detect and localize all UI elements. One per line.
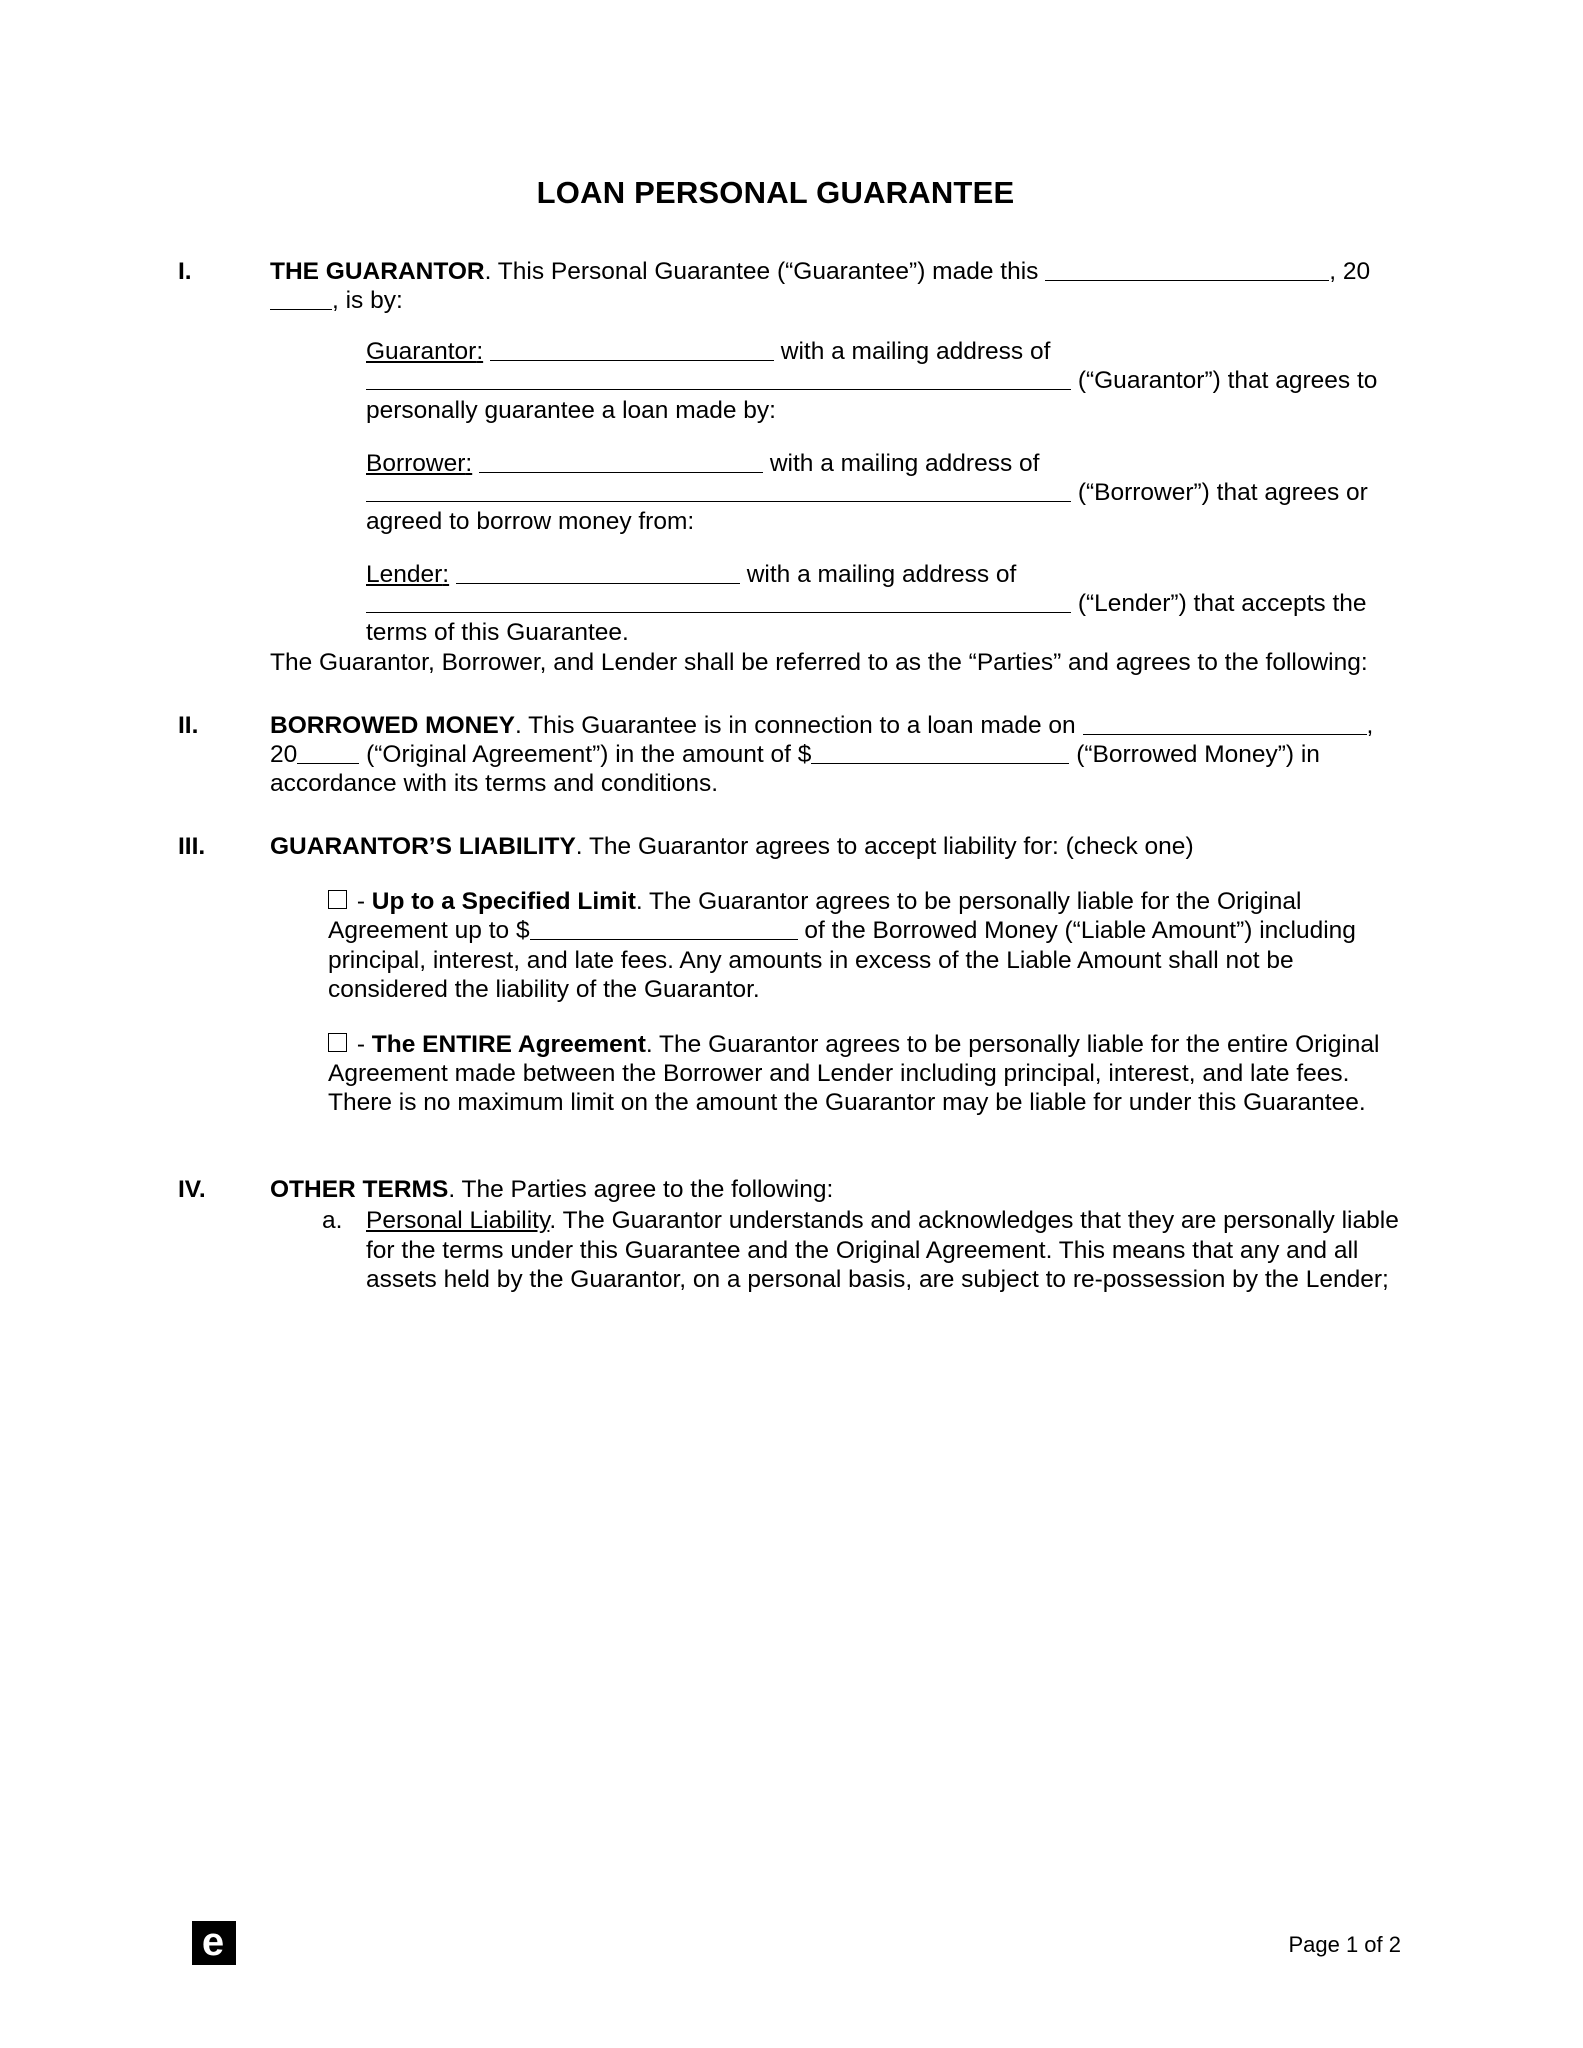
section-content (270, 1175, 1403, 1294)
dollar-sign: $ (797, 740, 812, 768)
section-guarantors-liability (178, 832, 1403, 1143)
page-number-label: Page 1 of 2 (1288, 1932, 1401, 1957)
guarantor-address-blank[interactable] (366, 367, 1071, 391)
option-text-after-fill: of the Borrowed Money (“Liable Amount”) including principal, interest, and late fees. Any amounts in excess of the Liable Amount shall not be considered the liability of the Guarantor. (328, 917, 1356, 1003)
liability-options (270, 887, 1403, 1117)
party-label: Lender (366, 561, 443, 589)
party-mid-text: with a mailing address of (746, 561, 1017, 589)
party-tail-text: agrees to personally guarantee a loan made by: (366, 367, 1378, 424)
lender-address-blank[interactable] (366, 590, 1071, 614)
original-agreement-year-blank[interactable] (297, 740, 359, 764)
other-terms-paragraph (270, 1175, 1403, 1204)
borrower-name-blank[interactable] (479, 449, 763, 473)
section-heading: THE GUARANTOR (270, 258, 485, 285)
lender-name-blank[interactable] (456, 561, 740, 585)
section-intro-paragraph (270, 257, 1403, 315)
borrowed-money-amount-blank[interactable] (811, 740, 1069, 764)
party-label-colon: : (442, 561, 450, 589)
section-borrowed-money (178, 711, 1403, 798)
party-mid-text: with a mailing address of (769, 449, 1040, 477)
option-dash: - (356, 888, 365, 916)
liability-option-entire-agreement (328, 1030, 1403, 1117)
date-suffix-year: , 20 (1329, 258, 1371, 285)
party-quoted-label: (“Guarantor”) that (1077, 367, 1269, 395)
section-numeral: III. (178, 833, 206, 861)
option-dash: - (356, 1030, 365, 1058)
list-item-text (366, 1206, 1403, 1293)
liable-amount-blank[interactable] (530, 917, 798, 941)
section-text-1: . The Guarantor agrees to accept liability for: (check one) (575, 833, 1194, 861)
item-underlined-label: Personal Liability (366, 1207, 550, 1235)
liability-option-specified-limit (328, 887, 1403, 1004)
section-text-3: (“Borrowed Money”) in accordance with its terms and conditions. (270, 740, 1320, 797)
item-body-text: . The Guarantor understands and acknowledges that they are personally liable for the terms under this Guarantee and the Original Agreement. This means that any and all assets held by the Guarantor, on a personal basis, are subject to re-possession by the Lender; (366, 1207, 1399, 1293)
guarantor-name-blank[interactable] (490, 338, 774, 362)
section-heading: OTHER TERMS (270, 1176, 449, 1204)
section-numeral: I. (178, 258, 192, 285)
parties-block (366, 337, 1403, 647)
section-numeral: IV. (178, 1176, 206, 1204)
borrower-address-blank[interactable] (366, 478, 1071, 502)
party-label-colon: : (465, 449, 473, 477)
party-tail-text: accepts the terms of this Guarantee. (366, 590, 1367, 647)
document-body (178, 175, 1403, 1320)
section-content (270, 832, 1403, 1143)
party-guarantor (366, 337, 1403, 424)
party-label: Guarantor (366, 338, 477, 366)
option-bold-label: The ENTIRE Agreement (371, 1030, 646, 1058)
option-text-before-fill: . The Guarantor agrees to be personally liable for the entire Original Agreement made between the Borrower and Lender including principal, interest, and late fees. There is no maximum limit on the amount the Guarantor may be liable for under this Guarantee. (328, 1030, 1380, 1117)
party-label-colon: : (476, 338, 484, 366)
party-quoted-label: (“Borrower”) that (1077, 478, 1258, 506)
party-borrower (366, 449, 1403, 536)
date-suffix-isby: , is by: (332, 287, 403, 315)
option-text-before-fill: . The Guarantor agrees to be personally liable for the Original Agreement up to $ (328, 888, 1302, 945)
borrowed-money-paragraph (270, 711, 1403, 798)
section-heading: BORROWED MONEY (270, 711, 515, 739)
party-lender (366, 560, 1403, 647)
party-label: Borrower (366, 449, 466, 477)
option-bold-label: Up to a Specified Limit (371, 888, 636, 916)
date-suffix-year: , 20 (270, 711, 1374, 768)
party-mid-text: with a mailing address of (780, 338, 1051, 366)
section-numeral: II. (178, 711, 199, 739)
section-content (270, 257, 1403, 677)
section-text-2: (“Original Agreement”) in the amount of (366, 740, 791, 768)
section-text-1: . This Guarantee is in connection to a loan made on (515, 711, 1076, 739)
other-terms-item-personal-liability (322, 1206, 1403, 1293)
party-tail-text: agrees or agreed to borrow money from: (366, 478, 1368, 535)
eforms-logo (192, 1921, 236, 1965)
date-blank-field[interactable] (1045, 257, 1329, 281)
list-marker: a. (322, 1207, 343, 1235)
year-blank-field[interactable] (270, 287, 332, 311)
section-content (270, 711, 1403, 798)
checkbox-specified-limit[interactable] (328, 890, 347, 909)
section-other-terms (178, 1175, 1403, 1294)
liability-intro-paragraph (270, 832, 1403, 861)
original-agreement-date-blank[interactable] (1083, 711, 1367, 735)
page-title: LOAN PERSONAL GUARANTEE (536, 175, 1015, 210)
parties-definition-note: The Guarantor, Borrower, and Lender shall be referred to as the “Parties” and agrees to the following: (270, 648, 1368, 676)
section-text-1: . The Parties agree to the following: (448, 1176, 834, 1204)
section-intro-text: . This Personal Guarantee (“Guarantee”) made this (484, 258, 1039, 285)
section-heading: GUARANTOR’S LIABILITY (270, 833, 576, 861)
section-the-guarantor (178, 257, 1403, 677)
checkbox-entire-agreement[interactable] (328, 1033, 347, 1052)
party-quoted-label: (“Lender”) that (1077, 590, 1235, 618)
logo-letter: e (201, 1920, 225, 1964)
